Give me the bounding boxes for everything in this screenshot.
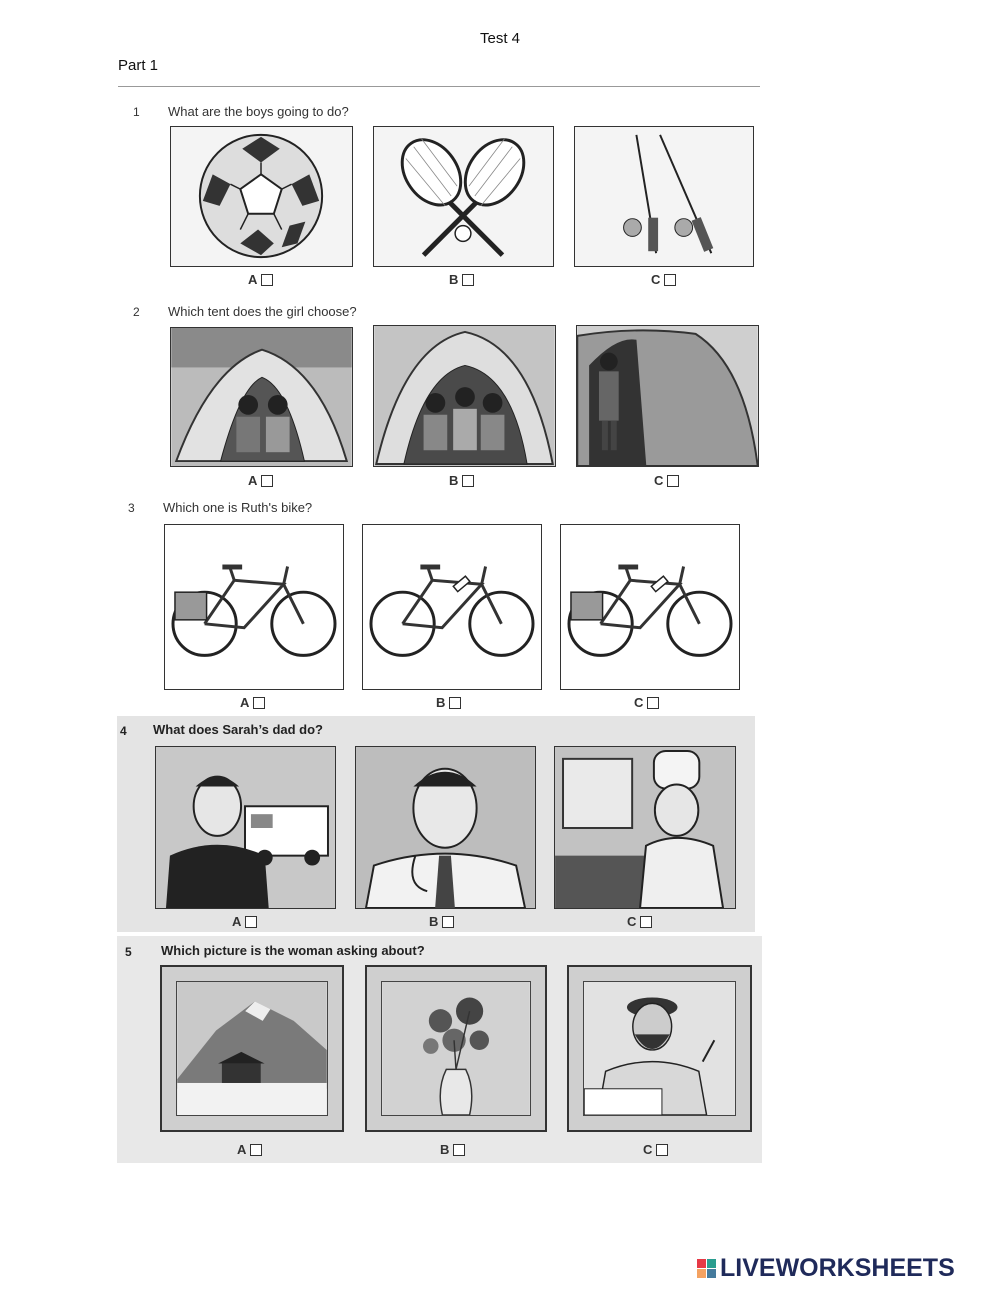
q5-checkbox-a[interactable] — [250, 1144, 262, 1156]
q5-option-c — [643, 1142, 668, 1157]
q5-option-b — [440, 1142, 465, 1157]
q1-option-b — [449, 272, 474, 287]
q2-checkbox-b[interactable] — [462, 475, 474, 487]
q5-option-a-picture — [160, 965, 344, 1132]
q2-option-c-picture — [576, 325, 759, 467]
q5-option-b-picture — [365, 965, 547, 1132]
mountain-house-painting-icon — [177, 982, 327, 1115]
q5-checkbox-b[interactable] — [453, 1144, 465, 1156]
q1-option-b-picture — [373, 126, 554, 267]
option-letter: B — [436, 695, 446, 710]
option-letter: A — [248, 272, 258, 287]
q4-option-a-picture — [155, 746, 336, 909]
question-2-number: 2 — [133, 305, 140, 319]
q2-option-a — [248, 473, 273, 488]
option-letter: C — [654, 473, 664, 488]
q3-option-b-picture — [362, 524, 542, 690]
bike-with-bag-icon — [165, 525, 343, 689]
question-4-text: What does Sarah’s dad do? — [153, 722, 323, 737]
q1-checkbox-a[interactable] — [261, 274, 273, 286]
q4-checkbox-c[interactable] — [640, 916, 652, 928]
logo-square — [707, 1259, 716, 1268]
q1-option-c — [651, 272, 676, 287]
option-letter: B — [440, 1142, 450, 1157]
option-letter: C — [634, 695, 644, 710]
q3-checkbox-b[interactable] — [449, 697, 461, 709]
tent-two-girls-icon — [171, 328, 352, 466]
q3-checkbox-a[interactable] — [253, 697, 265, 709]
flower-vase-painting-icon — [382, 982, 530, 1115]
question-1-text: What are the boys going to do? — [168, 104, 349, 119]
question-3-number: 3 — [128, 501, 135, 515]
q4-option-b — [429, 914, 454, 929]
q4-checkbox-a[interactable] — [245, 916, 257, 928]
q1-option-a — [248, 272, 273, 287]
question-5-text-wrap — [161, 942, 425, 960]
q5-checkbox-c[interactable] — [656, 1144, 668, 1156]
logo-square — [697, 1269, 706, 1278]
q2-checkbox-a[interactable] — [261, 475, 273, 487]
logo-text: LIVEWORKSHEETS — [720, 1254, 955, 1282]
bearded-man-painting-icon — [584, 982, 735, 1115]
q4-checkbox-b[interactable] — [442, 916, 454, 928]
divider — [118, 86, 760, 87]
option-letter: B — [429, 914, 439, 929]
bike-with-bag-and-bottle-icon — [561, 525, 739, 689]
logo-square — [707, 1269, 716, 1278]
question-5-text: Which picture is the woman asking about? — [161, 943, 425, 958]
question-1-number: 1 — [133, 105, 140, 119]
doctor-icon — [356, 747, 535, 908]
q3-checkbox-c[interactable] — [647, 697, 659, 709]
option-letter: A — [232, 914, 242, 929]
option-letter: C — [643, 1142, 653, 1157]
option-letter: A — [240, 695, 250, 710]
q5-option-c-picture — [567, 965, 752, 1132]
option-letter: C — [651, 272, 661, 287]
part-label: Part 1 — [118, 57, 159, 74]
q3-option-c — [634, 695, 659, 710]
q1-checkbox-c[interactable] — [664, 274, 676, 286]
q5-option-a — [237, 1142, 262, 1157]
tent-three-people-icon — [374, 326, 555, 466]
question-5-number-wrap — [125, 943, 132, 961]
logo-grid-icon — [697, 1259, 716, 1278]
question-3-text: Which one is Ruth's bike? — [163, 500, 313, 515]
football-icon — [171, 127, 352, 266]
chef-icon — [555, 747, 735, 908]
option-letter: A — [248, 473, 258, 488]
q4-option-c — [627, 914, 652, 929]
liveworksheets-logo — [697, 1254, 955, 1283]
option-letter: A — [237, 1142, 247, 1157]
question-4-text-wrap — [153, 721, 323, 739]
page-title: Test 4 — [479, 30, 521, 47]
q4-option-c-picture — [554, 746, 736, 909]
q1-option-a-picture — [170, 126, 353, 267]
option-letter: C — [627, 914, 637, 929]
q2-option-b-picture — [373, 325, 556, 467]
q3-option-b — [436, 695, 461, 710]
question-4-number-wrap — [120, 722, 127, 740]
q3-option-a — [240, 695, 265, 710]
q3-option-a-picture — [164, 524, 344, 690]
q2-checkbox-c[interactable] — [667, 475, 679, 487]
q4-option-a — [232, 914, 257, 929]
q2-option-a-picture — [170, 327, 353, 467]
q1-option-c-picture — [574, 126, 754, 267]
logo-square — [697, 1259, 706, 1268]
option-letter: B — [449, 272, 459, 287]
ambulance-man-icon — [156, 747, 335, 908]
q1-checkbox-b[interactable] — [462, 274, 474, 286]
tennis-rackets-icon — [374, 127, 553, 266]
question-4-number: 4 — [120, 724, 127, 738]
q2-option-b — [449, 473, 474, 488]
bike-with-bottle-icon — [363, 525, 541, 689]
question-2-text: Which tent does the girl choose? — [168, 304, 357, 319]
q2-option-c — [654, 473, 679, 488]
tent-standing-girl-icon — [577, 326, 758, 466]
question-5-number: 5 — [125, 945, 132, 959]
fishing-rods-icon — [575, 127, 753, 266]
option-letter: B — [449, 473, 459, 488]
q3-option-c-picture — [560, 524, 740, 690]
q4-option-b-picture — [355, 746, 536, 909]
